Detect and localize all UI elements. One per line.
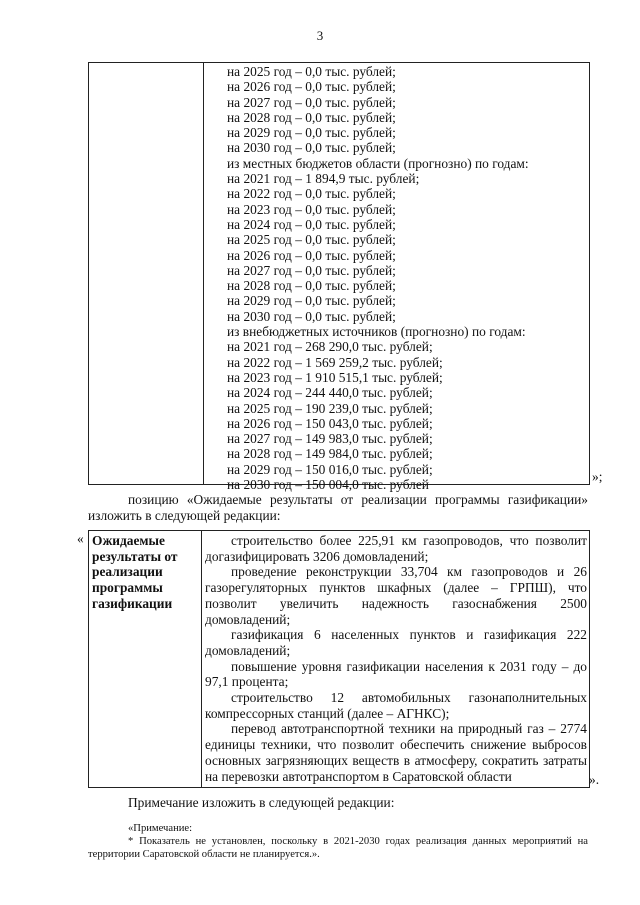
funding-line: из местных бюджетов области (прогнозно) по годам:	[227, 155, 529, 171]
result-item: газификация 6 населенных пунктов и газификация 222 домовладений;	[205, 627, 587, 658]
funding-line: на 2030 год – 0,0 тыс. рублей;	[227, 308, 396, 324]
funding-line: на 2021 год – 1 894,9 тыс. рублей;	[227, 171, 420, 187]
funding-line: на 2027 год – 149 983,0 тыс. рублей;	[227, 431, 433, 447]
funding-line: на 2030 год – 150 004,0 тыс. рублей	[227, 477, 429, 493]
funding-line: на 2021 год – 268 290,0 тыс. рублей;	[227, 339, 433, 355]
funding-line: на 2024 год – 244 440,0 тыс. рублей;	[227, 385, 433, 401]
results-table-heading: Ожидаемые результаты от реализации программы газификации	[92, 533, 178, 611]
funding-line: на 2027 год – 0,0 тыс. рублей;	[227, 94, 396, 110]
funding-line: на 2026 год – 150 043,0 тыс. рублей;	[227, 415, 433, 431]
page-number: 3	[316, 28, 324, 43]
funding-line: на 2026 год – 0,0 тыс. рублей;	[227, 79, 396, 95]
note-label: «Примечание:	[128, 823, 193, 834]
result-item: перевод автотранспортной техники на природный газ – 2774 единицы техники, что позволит обеспечить снижение выбросов основных загрязняющих веществ в атмосферу, сократить затраты на перевозки автотранспортом в Саратовской области	[205, 721, 587, 784]
note-text: * Показатель не установлен, поскольку в 2021-2030 годах реализация данных мероприятий на территории Саратовской области не планируется.».	[88, 836, 588, 860]
funding-lines	[227, 64, 529, 492]
funding-line: на 2024 год – 0,0 тыс. рублей;	[227, 216, 396, 232]
funding-line: на 2026 год – 0,0 тыс. рублей;	[227, 247, 396, 263]
funding-line: на 2028 год – 0,0 тыс. рублей;	[227, 278, 396, 294]
result-item: повышение уровня газификации населения к 2031 году – до 97,1 процента;	[205, 658, 587, 690]
funding-line: на 2025 год – 0,0 тыс. рублей;	[227, 64, 396, 79]
funding-line: на 2030 год – 0,0 тыс. рублей;	[227, 140, 396, 156]
result-item: проведение реконструкции 33,704 км газопроводов и 26 газорегуляторных пунктов шкафных (далее – ГРПШ), что позволит увеличить надежность газоснабжения 2500 домовладений;	[205, 564, 587, 627]
funding-line: на 2028 год – 149 984,0 тыс. рублей;	[227, 446, 433, 462]
results-table-closing-mark: ».	[589, 772, 600, 787]
funding-line: на 2028 год – 0,0 тыс. рублей;	[227, 109, 396, 125]
results-items	[205, 533, 587, 784]
funding-line: на 2027 год – 0,0 тыс. рублей;	[227, 262, 396, 278]
funding-line: из внебюджетных источников (прогнозно) по годам:	[227, 324, 526, 340]
funding-line: на 2023 год – 1 910 515,1 тыс. рублей;	[227, 369, 443, 385]
results-table	[88, 530, 590, 788]
funding-table	[88, 62, 590, 493]
funding-line: на 2025 год – 190 239,0 тыс. рублей;	[227, 400, 433, 416]
funding-table-closing-mark: »;	[592, 469, 603, 484]
funding-line: на 2029 год – 0,0 тыс. рублей;	[227, 293, 396, 309]
funding-line: на 2022 год – 1 569 259,2 тыс. рублей;	[227, 354, 443, 370]
funding-line: на 2023 год – 0,0 тыс. рублей;	[227, 201, 396, 217]
result-item: строительство 12 автомобильных газонаполнительных компрессорных станций (далее – АГНКС);	[205, 690, 587, 721]
note-block	[88, 822, 588, 861]
note-heading: Примечание изложить в следующей редакции:	[128, 795, 395, 810]
table-column-divider	[201, 531, 202, 787]
funding-line: на 2029 год – 150 016,0 тыс. рублей;	[227, 461, 433, 477]
result-item: строительство более 225,91 км газопроводов, что позволит догазифицировать 3206 домовладений;	[205, 533, 587, 564]
results-table-opening-mark: «	[77, 531, 84, 546]
funding-line: на 2025 год – 0,0 тыс. рублей;	[227, 232, 396, 248]
funding-line: на 2029 год – 0,0 тыс. рублей;	[227, 125, 396, 141]
funding-line: на 2022 год – 0,0 тыс. рублей;	[227, 186, 396, 202]
table-column-divider	[203, 63, 204, 484]
intro-paragraph: позицию «Ожидаемые результаты от реализации программы газификации» изложить в следующей редакции:	[88, 492, 588, 523]
